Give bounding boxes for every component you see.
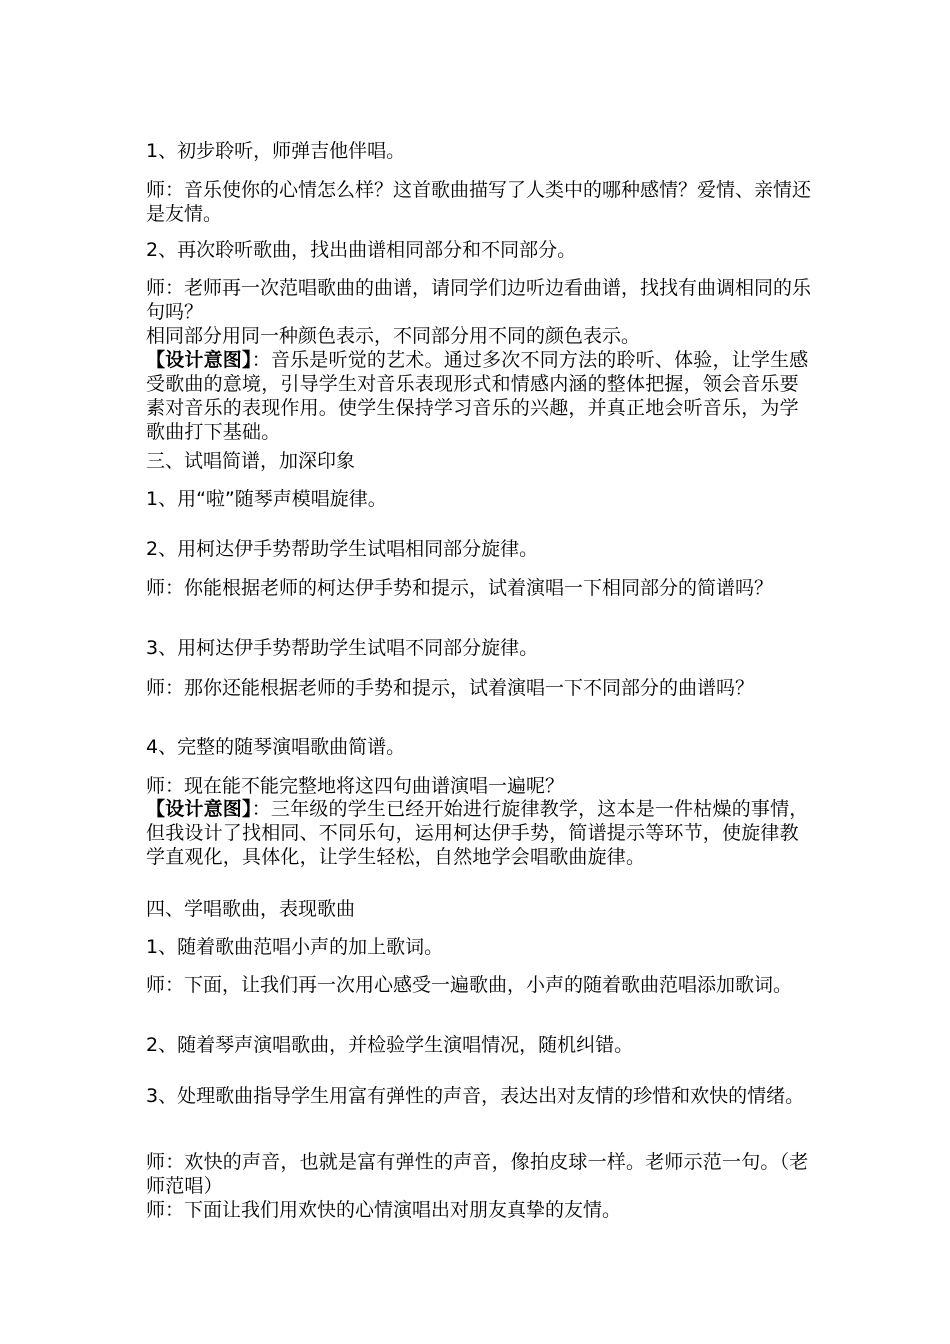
section-heading: 三、试唱简谱，加深印象 xyxy=(146,450,356,472)
paragraph: 师：欢快的声音，也就是富有弹性的声音，像拍皮球一样。老师示范一句。（老师范唱） xyxy=(146,1151,809,1197)
paragraph: 2、用柯达伊手势帮助学生试唱相同部分旋律。 xyxy=(146,538,539,560)
paragraph: 1、初步聆听，师弹吉他伴唱。 xyxy=(146,140,406,162)
design-intent-paragraph xyxy=(146,348,816,444)
paragraph: 师：音乐使你的心情怎么样？这首歌曲描写了人类中的哪种感情？爱情、亲情还是友情。 xyxy=(146,179,812,225)
paragraph: 师：下面，让我们再一次用心感受一遍歌曲，小声的随着歌曲范唱添加歌词。 xyxy=(146,974,793,996)
paragraph: 2、随着琴声演唱歌曲，并检验学生演唱情况，随机纠错。 xyxy=(146,1034,634,1056)
paragraph: 1、随着歌曲范唱小声的加上歌词。 xyxy=(146,936,444,958)
design-intent-label: 【设计意图】 xyxy=(146,349,252,371)
paragraph: 师：那你还能根据老师的手势和提示，试着演唱一下不同部分的曲谱吗？ xyxy=(146,677,755,699)
paragraph: 相同部分用同一种颜色表示，不同部分用不同的颜色表示。 xyxy=(146,325,641,347)
section-heading: 四、学唱歌曲，表现歌曲 xyxy=(146,898,356,920)
paragraph: 3、处理歌曲指导学生用富有弹性的声音，表达出对友情的珍惜和欢快的情绪。 xyxy=(146,1085,805,1107)
design-intent-text: ：三年级的学生已经开始进行旋律教学，这本是一件枯燥的事情，但我设计了找相同、不同乐句，运用柯达伊手势，简谱提示等环节，使旋律教学直观化，具体化，让学生轻松，自然地学会唱歌曲旋律。 xyxy=(146,798,809,868)
paragraph: 师：老师再一次范唱歌曲的曲谱，请同学们边听边看曲谱，找找有曲调相同的乐句吗？ xyxy=(146,277,812,323)
paragraph: 4、完整的随琴演唱歌曲简谱。 xyxy=(146,736,406,758)
paragraph: 师：现在能不能完整地将这四句曲谱演唱一遍呢？ xyxy=(146,775,565,797)
design-intent-text: ：音乐是听觉的艺术。通过多次不同方法的聆听、体验，让学生感受歌曲的意境，引导学生对音乐表现形式和情感内涵的整体把握，领会音乐要素对音乐的表现作用。使学生保持学习音乐的兴趣，并真正地会听音乐，为学歌曲打下基础。 xyxy=(146,349,809,443)
paragraph: 3、用柯达伊手势帮助学生试唱不同部分旋律。 xyxy=(146,637,539,659)
design-intent-label: 【设计意图】 xyxy=(146,798,252,820)
paragraph: 1、用“啦”随琴声模唱旋律。 xyxy=(146,488,387,510)
paragraph: 师：你能根据老师的柯达伊手势和提示，试着演唱一下相同部分的简谱吗？ xyxy=(146,577,774,599)
paragraph: 师：下面让我们用欢快的心情演唱出对朋友真挚的友情。 xyxy=(146,1199,622,1221)
paragraph: 2、再次聆听歌曲，找出曲谱相同部分和不同部分。 xyxy=(146,239,577,261)
design-intent-paragraph xyxy=(146,797,816,869)
